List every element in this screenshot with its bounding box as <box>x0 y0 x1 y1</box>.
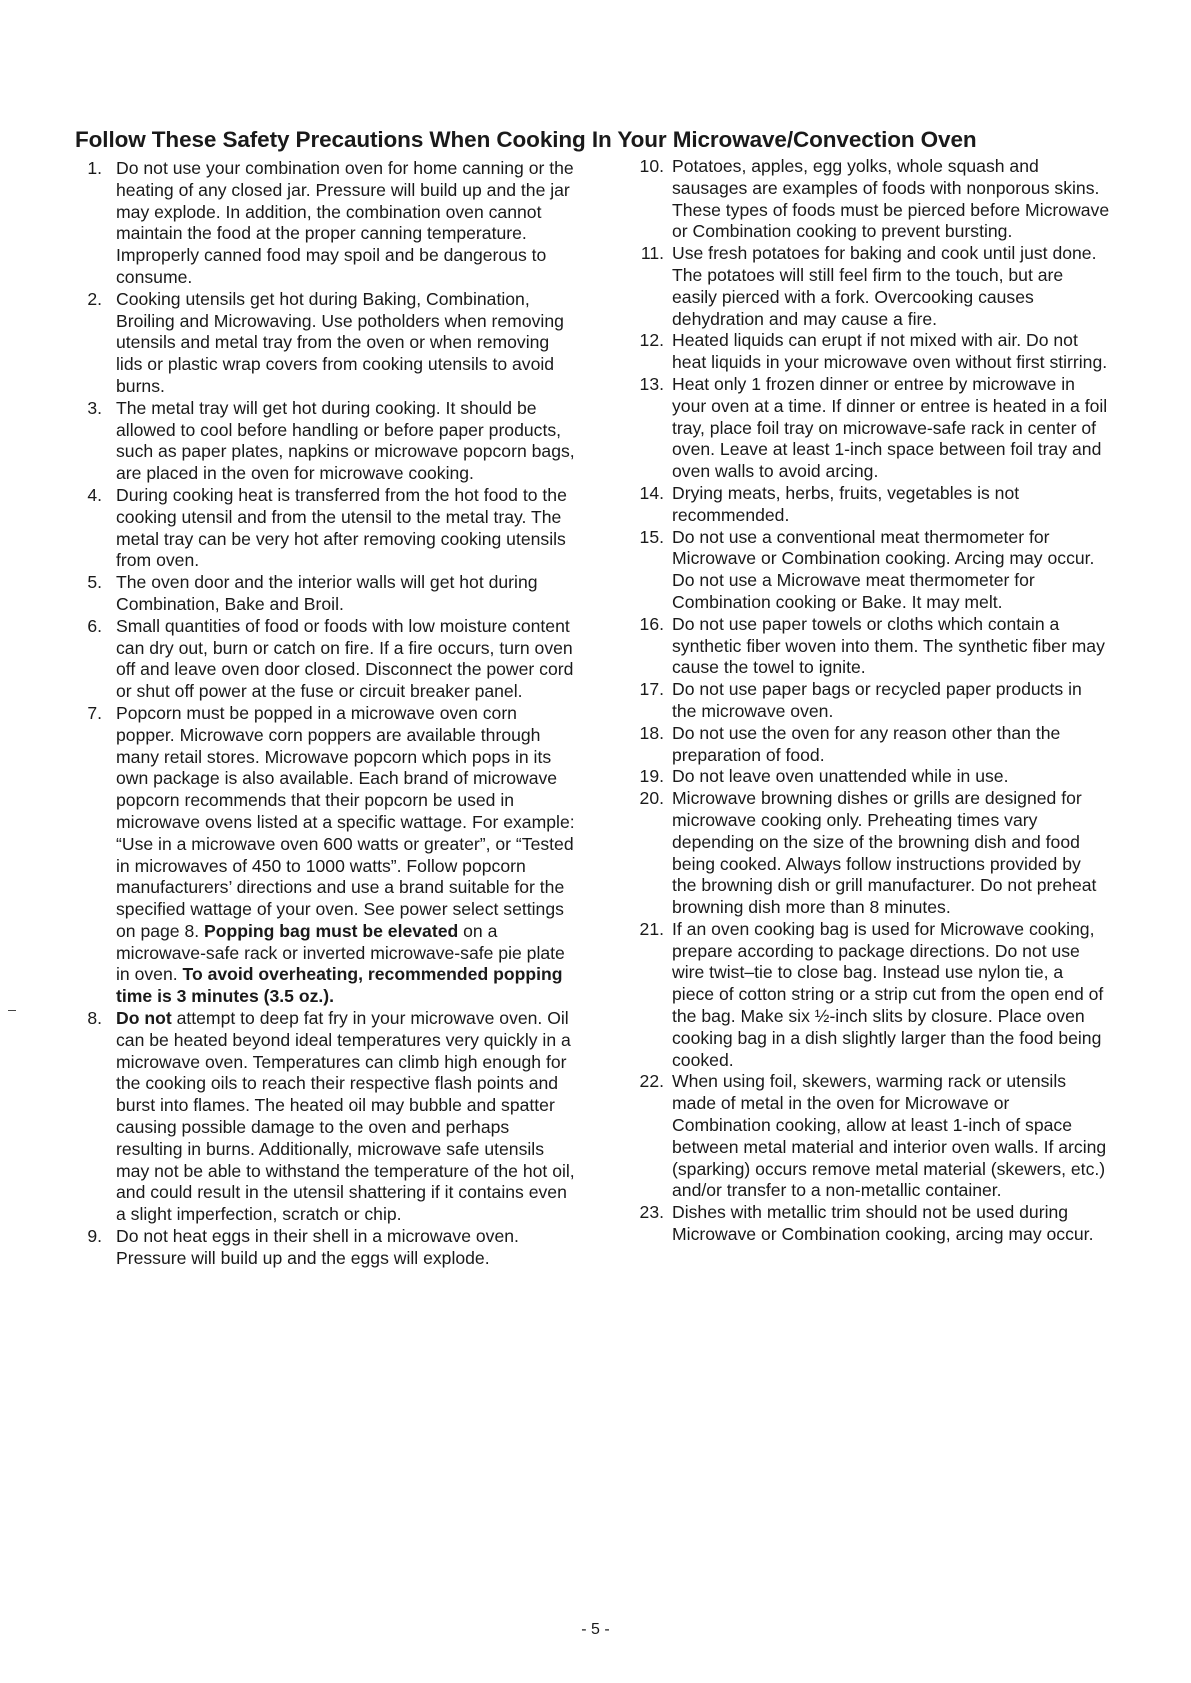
body-text: Do not use the oven for any reason other than the preparation of food. <box>672 722 1061 765</box>
precaution-item <box>630 527 1110 614</box>
item-text <box>672 614 1105 678</box>
precaution-item <box>630 788 1110 919</box>
precaution-item <box>80 485 580 572</box>
item-number: 6. <box>87 615 102 636</box>
item-text <box>116 1008 575 1224</box>
precaution-item <box>630 374 1110 483</box>
item-number: 23. <box>639 1202 664 1223</box>
item-number: 20. <box>639 788 664 809</box>
item-number: 4. <box>87 484 102 505</box>
item-text <box>672 1202 1093 1244</box>
precaution-item <box>630 483 1110 527</box>
item-text <box>116 289 564 396</box>
item-number: 21. <box>639 918 664 939</box>
body-text: on a microwave-safe rack or inverted microwave-safe pie plate in oven. <box>116 920 565 985</box>
precaution-item <box>630 243 1110 330</box>
item-text <box>116 485 567 570</box>
body-text: Do not use paper towels or cloths which contain a synthetic fiber woven into them. The synthetic fiber may cause the towel to ignite. <box>672 613 1105 678</box>
item-text <box>672 919 1103 1070</box>
item-text <box>116 616 573 701</box>
item-text <box>672 156 1109 241</box>
page-number: - 5 - <box>581 1621 610 1638</box>
item-text <box>672 527 1094 612</box>
precaution-item <box>80 703 580 1008</box>
emphasis-text: Popping bag must be elevated <box>204 920 459 941</box>
item-text <box>672 679 1082 721</box>
body-text: Popcorn must be popped in a microwave oven corn popper. Microwave corn poppers are available through many retail stores. Microwave popcorn which pops in its own package is also available. Each brand of microwave popcorn recommends that their popcorn be used in microwave ovens listed at a specific wattage. For example: “Use in a microwave oven 600 watts or greater”, or “Tested in microwaves of 450 to 1000 watts”. Follow popcorn manufacturers’ directions and use a brand suitable for the specified wattage of your oven. See power select settings on page 8. <box>116 702 575 941</box>
item-number: 1. <box>87 158 102 178</box>
emphasis-text: To avoid overheating, recommended popping time is 3 minutes (3.5 oz.). <box>116 964 563 1007</box>
item-number: 10. <box>639 156 664 176</box>
precaution-item <box>80 1226 580 1270</box>
item-number: 8. <box>87 1008 102 1029</box>
precaution-item <box>630 1202 1110 1246</box>
precaution-item <box>630 919 1110 1072</box>
item-number: 18. <box>639 722 664 743</box>
body-text: If an oven cooking bag is used for Microwave cooking, prepare according to package directions. Do not use wire twist–tie to close bag. Instead use nylon tie, a piece of cotton string or a strip cut from the open end of the bag. Make six ½-inch slits by closure. Place oven cooking bag in a dish slightly larger than the food being cooked. <box>672 918 1104 1070</box>
body-text: Do not leave oven unattended while in use. <box>672 766 1009 787</box>
precaution-item <box>630 723 1110 767</box>
item-number: 11. <box>640 243 664 264</box>
item-number: 13. <box>639 373 664 394</box>
body-text: attempt to deep fat fry in your microwave oven. Oil can be heated beyond ideal temperatures very quickly in a microwave oven. Temperatures can climb high enough for the cooking oils to reach their respective flash points and burst into flames. The heated oil may bubble and spatter causing possible damage to the oven and perhaps resulting in burns. Additionally, microwave safe utensils may not be able to withstand the temperature of the hot oil, and could result in the utensil shattering if it contains even a slight imperfection, scratch or chip. <box>116 1008 575 1225</box>
item-number: 22. <box>639 1071 664 1092</box>
body-text: The metal tray will get hot during cooking. It should be allowed to cool before handling or before paper products, such as paper plates, napkins or microwave popcorn bags, are placed in the oven for microwave cooking. <box>116 397 575 484</box>
body-text: Do not use your combination oven for home canning or the heating of any closed jar. Pressure will build up and the jar may explode. In addition, the combination oven cannot maintain the food at the proper canning temperature. Improperly canned food may spoil and be dangerous to consume. <box>116 158 574 287</box>
item-number: 15. <box>639 526 664 547</box>
body-text: When using foil, skewers, warming rack or utensils made of metal in the oven for Microwave or Combination cooking, allow at least 1-inch of space between metal material and interior oven walls. If arcing (sparking) occurs remove metal material (skewers, etc.) and/or transfer to a non-metallic container. <box>672 1071 1107 1201</box>
item-number: 12. <box>639 330 664 351</box>
item-text <box>672 1071 1106 1200</box>
item-text <box>672 243 1096 328</box>
item-text <box>672 483 1019 525</box>
precautions-list-right <box>630 156 1110 1246</box>
item-text <box>672 374 1107 481</box>
item-text <box>116 158 574 287</box>
body-text: Do not heat eggs in their shell in a microwave oven. Pressure will build up and the eggs will explode. <box>116 1226 519 1268</box>
item-text <box>672 766 1008 786</box>
precaution-item <box>630 1071 1110 1202</box>
item-text <box>116 1226 519 1268</box>
precaution-item <box>630 614 1110 679</box>
item-number: 19. <box>639 766 664 787</box>
precaution-item <box>630 679 1110 723</box>
body-text: The oven door and the interior walls will get hot during Combination, Bake and Broil. <box>116 572 538 614</box>
precaution-item <box>80 616 580 703</box>
body-text: Heat only 1 frozen dinner or entree by microwave in your oven at a time. If dinner or entree is heated in a foil tray, place foil tray on microwave-safe rack in center of oven. Leave at least 1-inch space between foil tray and oven walls to avoid arcing. <box>672 373 1108 482</box>
precaution-item <box>80 158 580 289</box>
item-text <box>672 330 1107 372</box>
item-number: 3. <box>87 397 102 418</box>
item-number: 14. <box>639 482 664 503</box>
item-number: 7. <box>87 702 102 723</box>
item-text <box>116 398 575 483</box>
body-text: Heated liquids can erupt if not mixed with air. Do not heat liquids in your microwave oven without first stirring. <box>672 330 1108 373</box>
precaution-item <box>80 398 580 485</box>
body-text: Do not use a conventional meat thermometer for Microwave or Combination cooking. Arcing may occur. Do not use a Microwave meat thermometer for Combination cooking or Bake. It may melt. <box>672 526 1095 612</box>
precaution-item <box>80 1008 580 1226</box>
item-number: 16. <box>639 613 664 634</box>
precaution-item <box>630 330 1110 374</box>
precaution-item <box>630 766 1110 788</box>
item-text <box>672 723 1060 765</box>
page-title: Follow These Safety Precautions When Cooking In Your Microwave/Convection Oven <box>75 127 977 152</box>
precautions-list-left <box>80 158 580 1270</box>
precaution-item <box>80 572 580 616</box>
body-text: Drying meats, herbs, fruits, vegetables is not recommended. <box>672 482 1020 525</box>
body-text: Use fresh potatoes for baking and cook until just done. The potatoes will still feel firm to the touch, but are easily pierced with a fork. Overcooking causes dehydration and may cause a fire. <box>672 243 1097 329</box>
body-text: Dishes with metallic trim should not be used during Microwave or Combination cooking, arcing may occur. <box>672 1202 1094 1245</box>
precaution-item <box>630 156 1110 243</box>
item-text <box>672 788 1096 917</box>
precaution-item <box>80 289 580 398</box>
body-text: Small quantities of food or foods with low moisture content can dry out, burn or catch on fire. If a fire occurs, turn oven off and leave oven door closed. Disconnect the power cord or shut off power at the fuse or circuit breaker panel. <box>116 615 574 702</box>
body-text: Microwave browning dishes or grills are designed for microwave cooking only. Preheating times vary depending on the size of the browning dish and food being cooked. Always follow instructions provided by the browning dish or grill manufacturer. Do not preheat browning dish more than 8 minutes. <box>672 788 1097 918</box>
item-number: 2. <box>87 288 102 309</box>
body-text: Do not use paper bags or recycled paper products in the microwave oven. <box>672 679 1082 721</box>
body-text: Potatoes, apples, egg yolks, whole squash and sausages are examples of foods with nonporous skins. These types of foods must be pierced before Microwave or Combination cooking to prevent bursting. <box>672 156 1110 242</box>
item-text <box>116 572 538 614</box>
item-text <box>116 703 575 1006</box>
emphasis-text: Do not <box>116 1008 172 1029</box>
item-number: 5. <box>87 572 102 593</box>
body-text: During cooking heat is transferred from the hot food to the cooking utensil and from the utensil to the metal tray. The metal tray can be very hot after removing cooking utensils from oven. <box>116 484 567 571</box>
body-text: Cooking utensils get hot during Baking, Combination, Broiling and Microwaving. Use potholders when removing utensils and metal tray from the oven or when removing lids or plastic wrap covers from cooking utensils to avoid burns. <box>116 288 564 396</box>
scan-margin-mark <box>8 1010 16 1011</box>
item-number: 17. <box>639 679 664 700</box>
item-number: 9. <box>87 1226 102 1247</box>
